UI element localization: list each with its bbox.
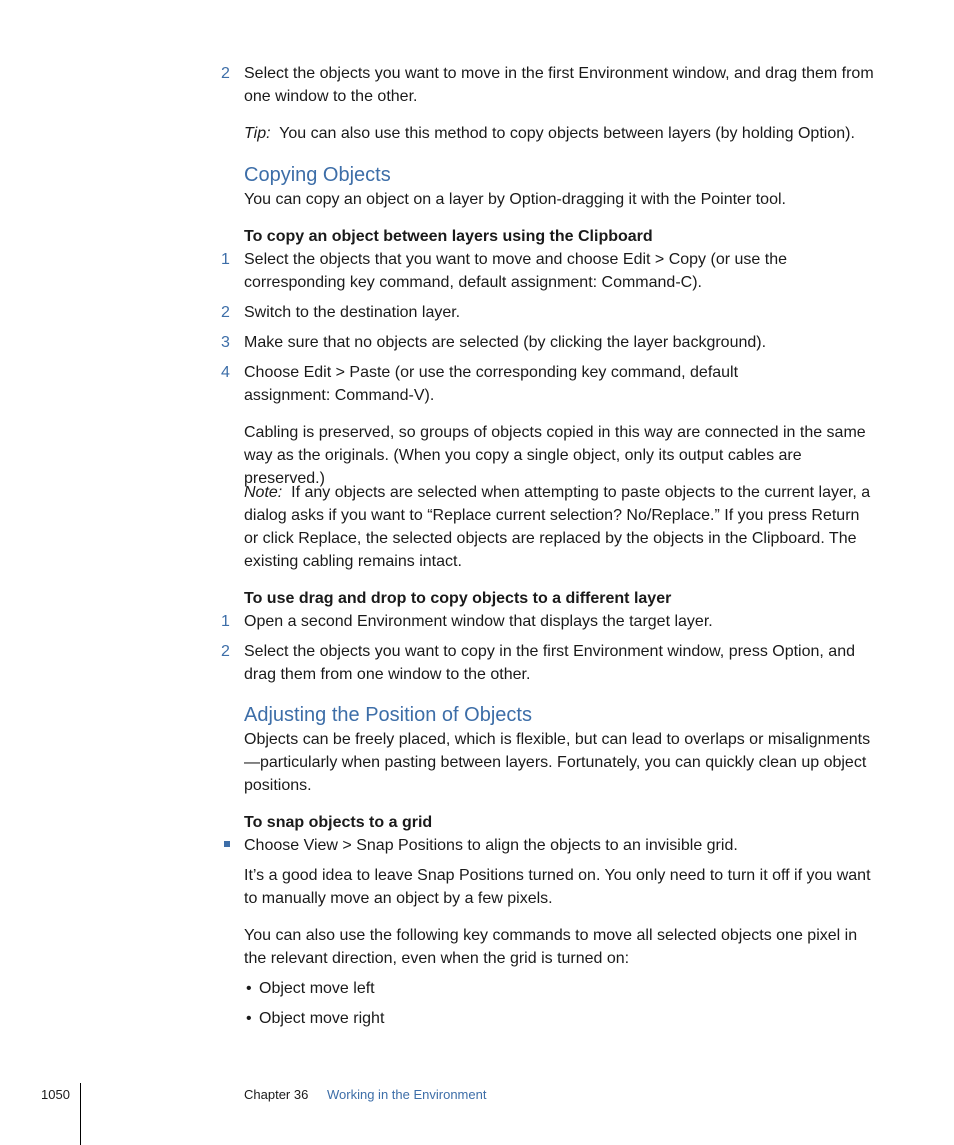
key-commands-intro: You can also use the following key commands to move all selected objects one pixel in the relevant direction, even when the grid is turned on:	[244, 927, 858, 967]
section-heading-copying: Copying Objects	[244, 164, 391, 186]
section-heading-adjusting: Adjusting the Position of Objects	[244, 704, 532, 726]
cabling-paragraph: Cabling is preserved, so groups of objects copied in this way are connected in the same way as the originals. (When you copy a single object, only its output cables are preserved.)	[244, 424, 866, 487]
step-number: 4	[221, 364, 230, 381]
note-label: Note:	[244, 484, 283, 501]
task-heading-clipboard: To copy an object between layers using the Clipboard	[244, 228, 653, 245]
step-text: Select the objects you want to copy in the first Environment window, press Option, and drag them from one window to the other.	[244, 643, 855, 683]
tip-text: You can also use this method to copy objects between layers (by holding Option).	[279, 125, 855, 142]
task-heading-snap: To snap objects to a grid	[244, 814, 433, 831]
step-number: 2	[221, 304, 230, 321]
key-command-item: Object move left	[259, 980, 375, 997]
step-text: Choose Edit > Paste (or use the corresponding key command, default assignment: Command-V).	[244, 364, 739, 404]
snap-bullet-text: Choose View > Snap Positions to align the objects to an invisible grid.	[244, 837, 738, 854]
adjusting-intro: Objects can be freely placed, which is flexible, but can lead to overlaps or misalignments—particularly when pasting between layers. Fortunately, you can quickly clean up object positions.	[244, 731, 871, 794]
step-number: 3	[221, 334, 230, 351]
snap-advice: It’s a good idea to leave Snap Positions turned on. You only need to turn it off if you want to manually move an object by a few pixels.	[244, 867, 871, 907]
step-text: Select the objects you want to move in the first Environment window, and drag them from one window to the other.	[244, 65, 874, 105]
step-text: Make sure that no objects are selected (by clicking the layer background).	[244, 334, 767, 351]
bullet-dot-icon: •	[246, 1010, 252, 1027]
step-text: Switch to the destination layer.	[244, 304, 461, 321]
step-text: Open a second Environment window that displays the target layer.	[244, 613, 713, 630]
step-number: 1	[221, 613, 230, 630]
key-command-item: Object move right	[259, 1010, 385, 1027]
footer-chapter-title: Working in the Environment	[327, 1087, 487, 1102]
footer-divider	[80, 1083, 81, 1145]
footer-chapter: Chapter 36	[244, 1087, 309, 1102]
note-paragraph	[244, 481, 876, 573]
copying-intro: You can copy an object on a layer by Option-dragging it with the Pointer tool.	[244, 191, 786, 208]
page-number: 1050	[41, 1087, 70, 1102]
tip-paragraph	[244, 122, 876, 145]
step-number: 2	[221, 65, 230, 82]
bullet-dot-icon: •	[246, 980, 252, 997]
task-heading-dragdrop: To use drag and drop to copy objects to a different layer	[244, 590, 672, 607]
step-number: 2	[221, 643, 230, 660]
note-text: If any objects are selected when attempting to paste objects to the current layer, a dialog asks if you want to “Replace current selection? No/Replace.” If you press Return or click Replace, the selected objects are replaced by the objects in the Clipboard. The existing cabling remains intact.	[244, 484, 871, 570]
step-number: 1	[221, 251, 230, 268]
step-text: Select the objects that you want to move and choose Edit > Copy (or use the corresponding key command, default assignment: Command-C).	[244, 251, 787, 291]
square-bullet-icon	[224, 841, 230, 847]
tip-label: Tip:	[244, 125, 271, 142]
